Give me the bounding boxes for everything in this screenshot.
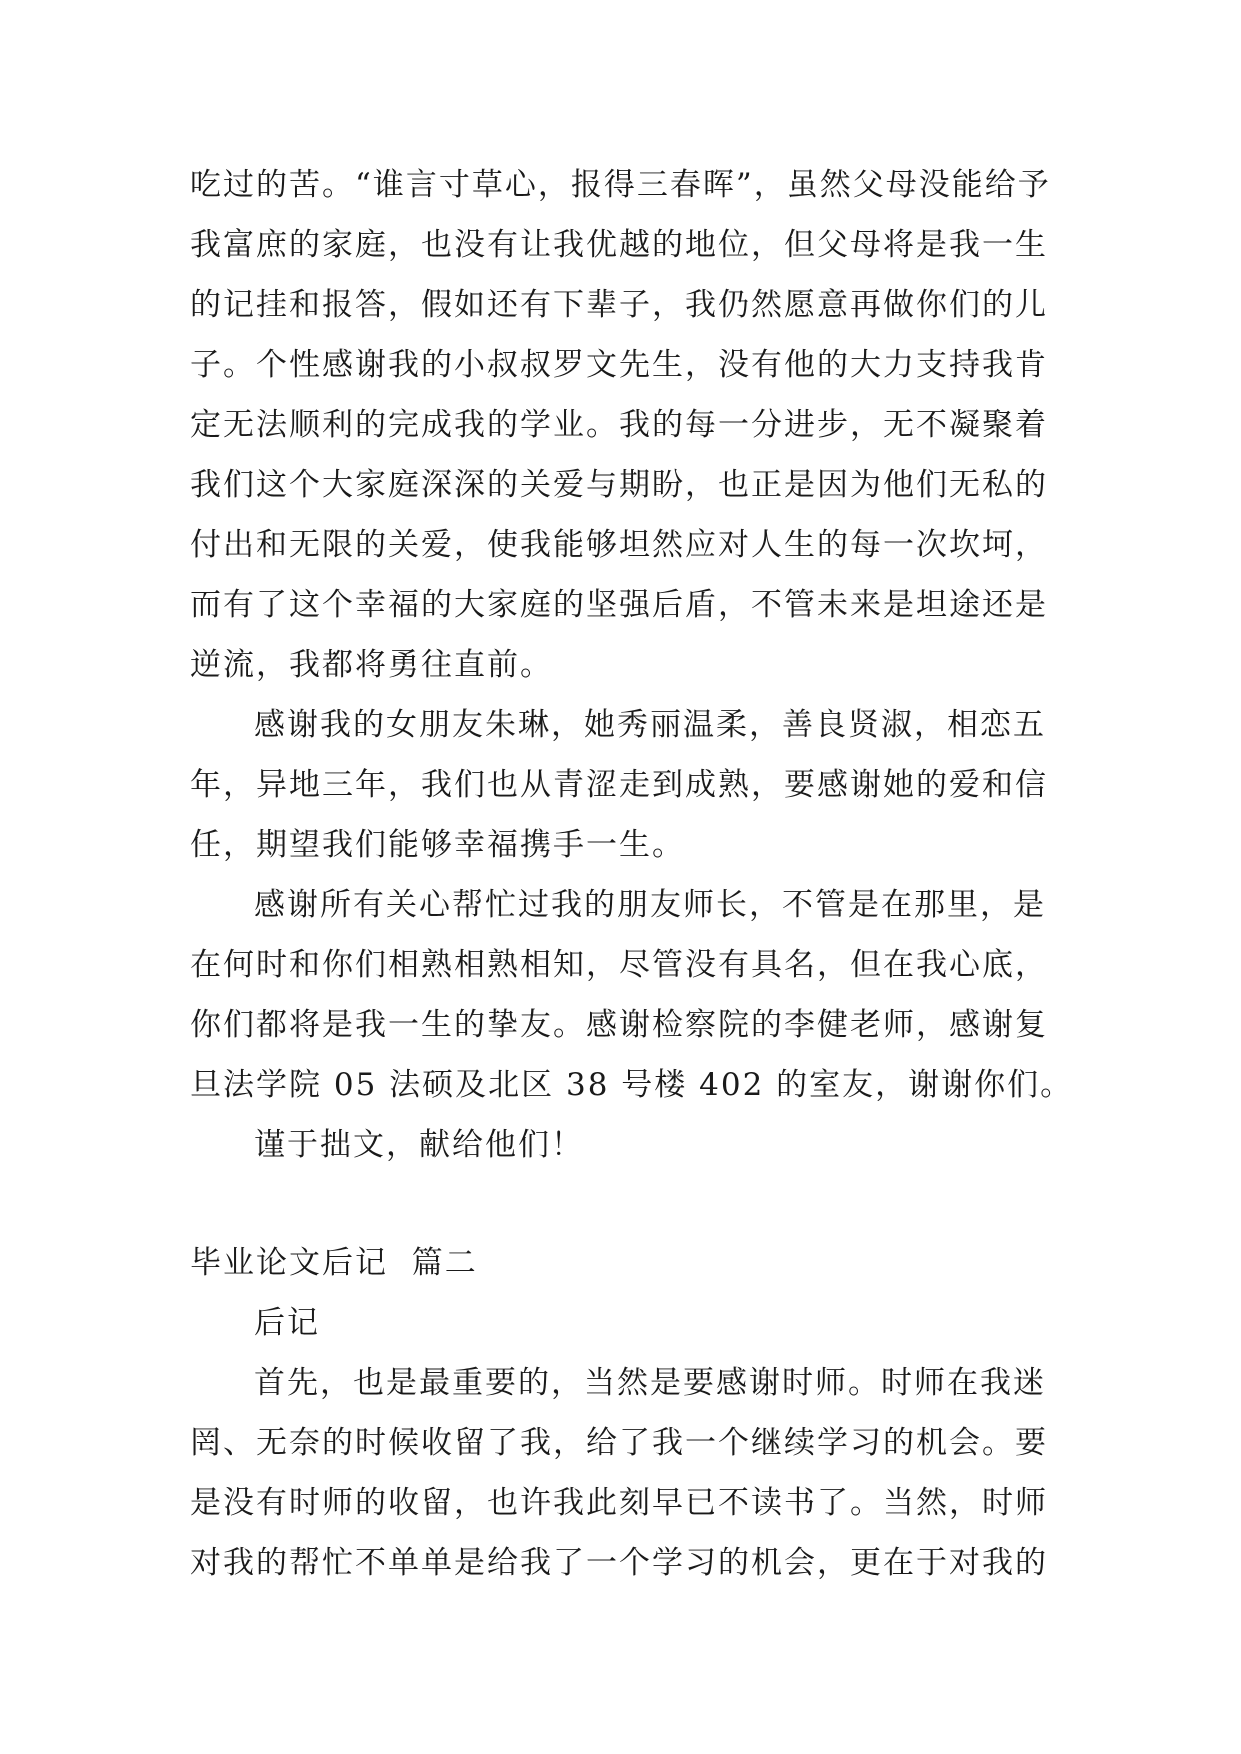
text-line: 感谢我的女朋友朱琳，她秀丽温柔，善良贤淑，相恋五 — [254, 707, 1046, 743]
text-line: 旦法学院 05 法硕及北区 38 号楼 402 的室友，谢谢你们。 — [190, 1067, 1074, 1103]
text-line: 任，期望我们能够幸福携手一生。 — [190, 827, 685, 863]
text-line: 你们都将是我一生的挚友。感谢检察院的李健老师，感谢复 — [190, 1007, 1048, 1043]
text-line: 的记挂和报答，假如还有下辈子，我仍然愿意再做你们的儿 — [190, 287, 1048, 323]
text-line: 我富庶的家庭，也没有让我优越的地位，但父母将是我一生 — [190, 227, 1048, 263]
text-line: 子。个性感谢我的小叔叔罗文先生，没有他的大力支持我肯 — [190, 347, 1048, 383]
text-line: 在何时和你们相熟相熟相知，尽管没有具名，但在我心底， — [190, 947, 1048, 983]
text-line: 我们这个大家庭深深的关爱与期盼，也正是因为他们无私的 — [190, 467, 1048, 503]
text-line: 付出和无限的关爱，使我能够坦然应对人生的每一次坎坷， — [190, 527, 1048, 563]
text-line: 对我的帮忙不单单是给我了一个学习的机会，更在于对我的 — [190, 1545, 1048, 1581]
text-line: 年，异地三年，我们也从青涩走到成熟，要感谢她的爱和信 — [190, 767, 1048, 803]
text-line: 定无法顺利的完成我的学业。我的每一分进步，无不凝聚着 — [190, 407, 1048, 443]
text-line: 吃过的苦。“谁言寸草心，报得三春晖”，虽然父母没能给予 — [190, 167, 1051, 203]
text-line: 而有了这个幸福的大家庭的坚强后盾，不管未来是坦途还是 — [190, 587, 1048, 623]
text-line: 首先，也是最重要的，当然是要感谢时师。时师在我迷 — [254, 1365, 1046, 1401]
text-line: 罔、无奈的时候收留了我，给了我一个继续学习的机会。要 — [190, 1425, 1048, 1461]
section-heading: 毕业论文后记 篇二 — [190, 1245, 478, 1281]
closing-line: 谨于拙文，献给他们！ — [254, 1127, 584, 1163]
subheading: 后记 — [254, 1305, 320, 1341]
section-spacer — [190, 1175, 1065, 1233]
text-line: 感谢所有关心帮忙过我的朋友师长，不管是在那里，是 — [254, 887, 1046, 923]
text-line: 是没有时师的收留，也许我此刻早已不读书了。当然，时师 — [190, 1485, 1048, 1521]
text-line: 逆流，我都将勇往直前。 — [190, 647, 553, 683]
document-body — [190, 155, 1074, 1593]
